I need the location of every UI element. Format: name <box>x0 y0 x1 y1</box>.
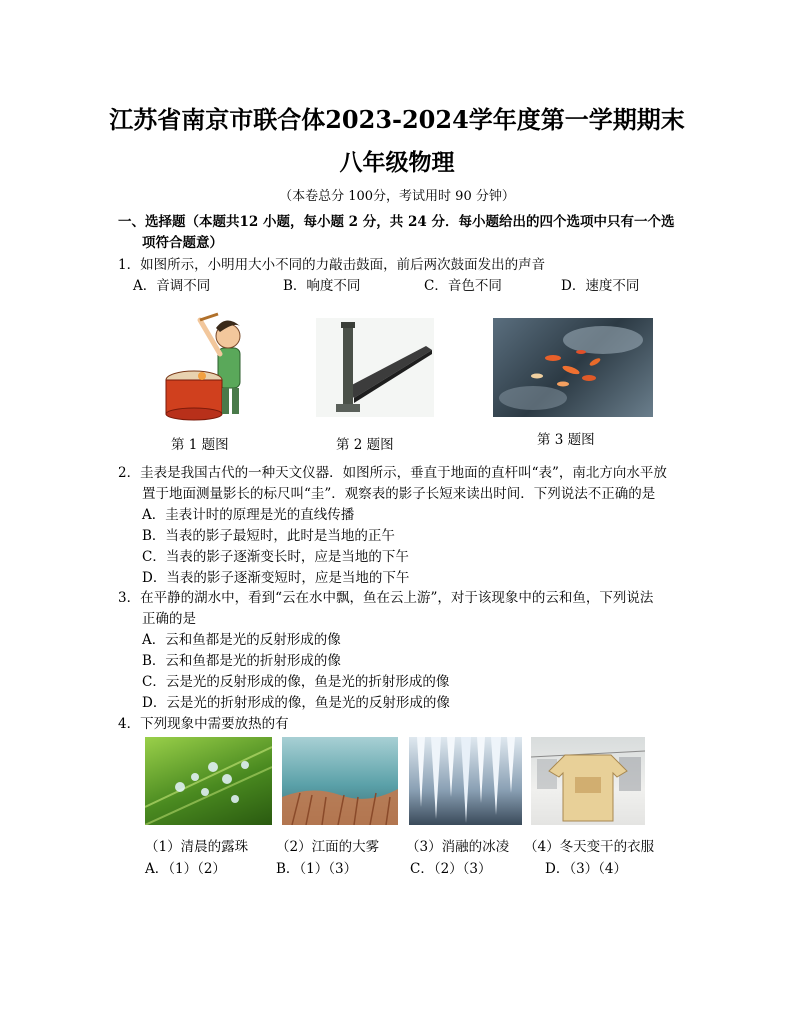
figure-2-guibiao <box>316 318 434 417</box>
q1-option-d: D．速度不同 <box>561 278 640 294</box>
q2-option-b: B．当表的影子最短时，此时是当地的正午 <box>142 528 395 544</box>
q4-photo-2-fog <box>282 737 398 825</box>
q2-stem-line1: 2．圭表是我国古代的一种天文仪器．如图所示，垂直于地面的直杆叫“表”，南北方向水平放 <box>118 465 667 481</box>
q3-option-b: B．云和鱼都是光的折射形成的像 <box>142 653 341 669</box>
q4-stem: 4．下列现象中需要放热的有 <box>118 716 289 732</box>
exam-note: （本卷总分 100分，考试用时 90 分钟） <box>279 189 515 204</box>
q3-option-d: D．云是光的折射形成的像，鱼是光的反射形成的像 <box>142 695 450 711</box>
q3-stem-line2: 正确的是 <box>142 611 196 627</box>
figure-3-caption: 第 3 题图 <box>537 432 595 448</box>
q1-option-a: A．音调不同 <box>133 278 211 294</box>
q3-option-a: A．云和鱼都是光的反射形成的像 <box>142 632 341 648</box>
exam-subtitle: 八年级物理 <box>339 149 455 176</box>
q2-stem-line2: 置于地面测量影长的标尺叫“圭”．观察表的影子长短来读出时间．下列说法不正确的是 <box>142 486 656 502</box>
q4-photo-3-icicles <box>409 737 522 825</box>
q4-photo-1-dew <box>145 737 272 825</box>
q4-option-a: A．（1）（2） <box>145 861 226 877</box>
q3-option-c: C．云是光的反射形成的像，鱼是光的折射形成的像 <box>142 674 450 690</box>
q1-option-b: B．响度不同 <box>283 278 361 294</box>
q2-option-d: D．当表的影子逐渐变短时，应是当地的下午 <box>142 570 410 586</box>
q4-option-c: C．（2）（3） <box>410 861 492 877</box>
q4-caption-4: （4）冬天变干的衣服 <box>524 839 655 855</box>
section1-heading-line2: 项符合题意） <box>142 235 223 251</box>
q1-stem: 1．如图所示，小明用大小不同的力敲击鼓面，前后两次鼓面发出的声音 <box>118 257 546 273</box>
exam-title: 江苏省南京市联合体2023-2024学年度第一学期期末 <box>109 105 685 134</box>
figure-3-lake-fish <box>493 318 653 417</box>
figure-2-caption: 第 2 题图 <box>336 437 394 453</box>
q1-option-c: C．音色不同 <box>424 278 502 294</box>
figure-1-drum-boy <box>160 310 250 422</box>
q2-option-c: C．当表的影子逐渐变长时，应是当地的下午 <box>142 549 409 565</box>
q3-stem-line1: 3．在平静的湖水中，看到“云在水中飘，鱼在云上游”，对于该现象中的云和鱼，下列说法 <box>118 590 654 606</box>
q4-option-d: D．（3）（4） <box>545 861 628 877</box>
figure-1-caption: 第 1 题图 <box>171 437 229 453</box>
q2-option-a: A．圭表计时的原理是光的直线传播 <box>142 507 355 523</box>
q4-option-b: B．（1）（3） <box>276 861 358 877</box>
q4-caption-2: （2）江面的大雾 <box>276 839 380 855</box>
section1-heading-line1: 一、选择题（本题共12 小题，每小题 2 分，共 24 分．每小题给出的四个选项中只有一个选 <box>118 214 675 230</box>
q4-caption-3: （3）消融的冰凌 <box>406 839 510 855</box>
q4-caption-1: （1）清晨的露珠 <box>145 839 249 855</box>
q4-photo-4-clothes <box>531 737 645 825</box>
